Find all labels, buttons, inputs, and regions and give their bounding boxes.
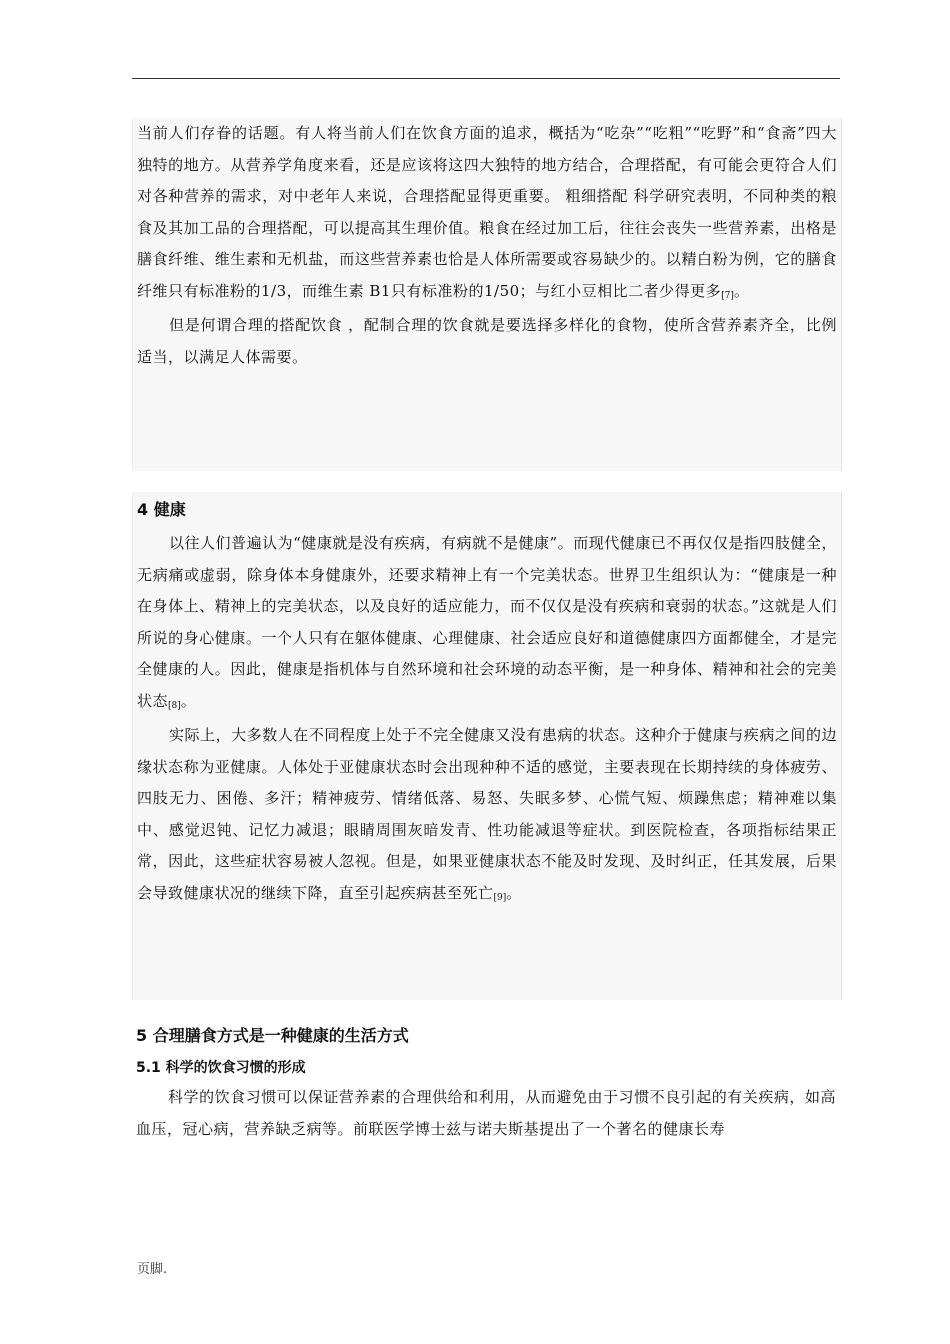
section-4-paragraph-1: [133, 528, 841, 720]
intro-paragraph-1: [133, 118, 841, 310]
intro-text-block: [132, 118, 842, 471]
header-rule: [132, 78, 840, 79]
section-4-heading: 4 健康: [137, 500, 186, 519]
section-5-block: [132, 1018, 840, 1145]
section-4-paragraph-2: [133, 720, 841, 912]
section-4-paragraph-2-end: 。: [506, 883, 522, 902]
section-5-heading: 5 合理膳食方式是一种健康的生活方式: [136, 1026, 409, 1045]
intro-paragraph-2: 但是何谓合理的搭配饮食 ，配制合理的饮食就是要选择多样化的食物，使所含营养素齐全，比例适当，以满足人体需要。: [137, 316, 837, 366]
section-5-1-heading: 5.1 科学的饮食习惯的形成: [136, 1060, 306, 1076]
citation-7[interactable]: [7]: [721, 290, 734, 301]
intro-paragraph-1-text: 当前人们存眷的话题。有人将当前人们在饮食方面的追求，概括为“吃杂”“吃粗”“吃野”和“食斋”四大独特的地方。从营养学角度来看，还是应该将这四大独特的地方结合，合理搭配，有可能会更符合人们对各种营养的需求，对中老年人来说，合理搭配显得更重要。 粗细搭配 科学研究表明，不同种类的粮食及其加工品的合理搭配，可以提高其生理价值。粮食在经过加工后，往往会丧失一些营养素，出格是膳食纤维、维生素和无机盐，而这些营养素也恰是人体所需要或容易缺少的。以精白粉为例，它的膳食纤维只有标准粉的1/3，而维生素 B1只有标准粉的1/50；与红小豆相比二者少得更多: [137, 124, 837, 300]
citation-9[interactable]: [9]: [493, 892, 507, 903]
section-4-block: [132, 492, 842, 1000]
citation-8[interactable]: [8]: [168, 700, 181, 711]
section-5-1-paragraph-1: 科学的饮食习惯可以保证营养素的合理供给和利用，从而避免由于习惯不良引起的有关疾病，如高血压，冠心病，营养缺乏病等。前联医学博士兹与诺夫斯基提出了一个著名的健康长寿: [136, 1088, 836, 1138]
section-4-paragraph-2-text: 实际上，大多数人在不同程度上处于不完全健康又没有患病的状态。这种介于健康与疾病之间的边缘状态称为亚健康。人体处于亚健康状态时会出现种种不适的感觉，主要表现在长期持续的身体疲劳、四肢无力、困倦、多汗；精神疲劳、情绪低落、易怒、失眠多梦、心慌气短、烦躁焦虑；精神难以集中、感觉迟钝、记忆力减退；眼睛周围灰暗发青、性功能减退等症状。到医院检查，各项指标结果正常，因此，这些症状容易被人忽视。但是，如果亚健康状态不能及时发现、及时纠正，任其发展，后果会导致健康状况的继续下降，直至引起疾病甚至死亡: [137, 726, 837, 902]
intro-paragraph-1-end: 。: [733, 281, 750, 300]
section-4-paragraph-1-end: 。: [180, 691, 197, 710]
section-4-paragraph-1-text: 以往人们普遍认为“健康就是没有疾病，有病就不是健康”。而现代健康已不再仅仅是指四肢健全，无病痛或虚弱，除身体本身健康外，还要求精神上有一个完美状态。世界卫生组织认为：“健康是一种在身体上、精神上的完美状态，以及良好的适应能力，而不仅仅是没有疾病和衰弱的状态。”这就是人们所说的身心健康。一个人只有在躯体健康、心理健康、社会适应良好和道德健康四方面都健全，才是完全健康的人。因此，健康是指机体与自然环境和社会环境的动态平衡，是一种身体、精神和社会的完美状态: [137, 534, 837, 710]
page-footer: 页脚.: [137, 1262, 168, 1277]
